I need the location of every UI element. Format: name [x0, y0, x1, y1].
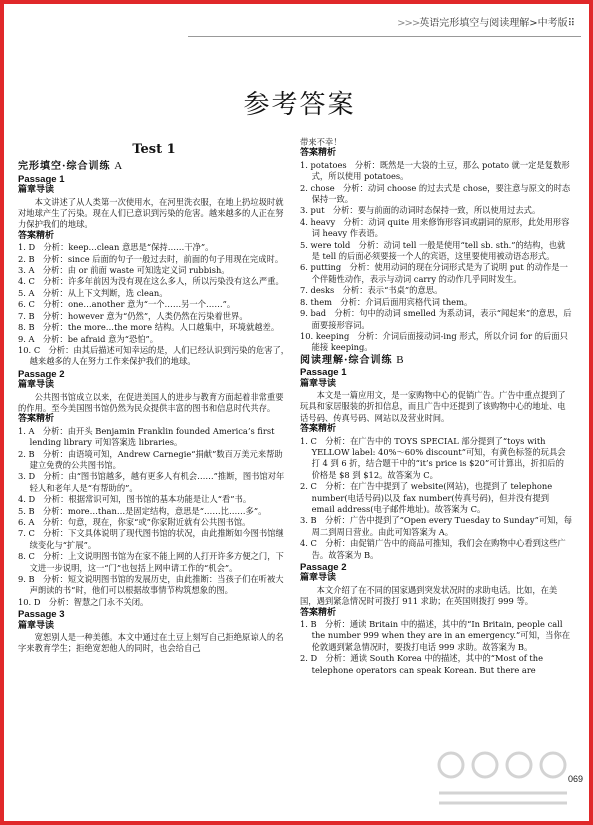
- answer-item: 8. C 分析：上文说明图书馆为在家不能上网的人打开许多方便之门，下文进一步说明，这一“门”也包括上网申请工作的“机会”。: [18, 551, 284, 573]
- passage-heading: Passage 2: [300, 562, 347, 574]
- subheading: 答案精析: [18, 230, 55, 241]
- passage-heading: Passage 1: [300, 367, 347, 379]
- header-arrows: >>>: [397, 18, 420, 29]
- page-title: 参考答案: [243, 90, 356, 120]
- answer-item: 7. desks 分析：表示“书桌”的意思。: [300, 285, 443, 296]
- answer-item: 3. D 分析：由“图书馆越多，越有更多人有机会……”推断，图书馆对年轻人和老年人是“有帮助的”。: [18, 471, 285, 493]
- page-content: [18, 12, 584, 819]
- answer-item: 2. B 分析：since 后面的句子一般过去时，前面的句子用现在完成时。: [18, 253, 284, 264]
- subheading: 篇章导读: [300, 573, 337, 584]
- section-heading: [300, 355, 572, 366]
- answer-item: 7. C 分析：下文具体说明了现代图书馆的状况，由此推断如今图书馆继续变化与“扩展”。: [18, 528, 284, 550]
- answer-item: 4. C 分析：由促销广告中的商品可推知，我们会在购物中心看到这些广告。故答案为 B。: [300, 538, 566, 560]
- subheading: 答案精析: [18, 414, 55, 425]
- answer-item: 4. heavy 分析：动词 quite 用来修饰形容词或副词的原形，此处用形容词 heavy 作表语。: [300, 216, 570, 239]
- passage-heading: Passage 1: [18, 173, 65, 185]
- header-grid-icon: ⠿: [567, 18, 575, 29]
- answer-item: 1. A 分析：由开头 Benjamin Franklin founded America’s first lending library 可知答案选 libraries。: [18, 425, 275, 448]
- answer-item: 6. putting 分析：使用动词的现在分词形式是为了说明 put 的动作是一个伴随性动作，表示与动词 carry 的动作几乎同时发生。: [300, 262, 568, 284]
- answer-item: 10. keeping 分析：介词后面接动词-ing 形式，所以介词 for 的后面只能接 keeping。: [300, 330, 568, 353]
- answer-item: 1. C 分析：在广告中的 TOYS SPECIAL 部分提到了“toys with YELLOW label: 40%～60% discount”可知，有黄色标签的玩具会打 4 到 6 折，结合题干中的“it’s price is $20”可计算出，折扣后的价格是 $8 到 $12。故答案为 C。: [300, 435, 566, 480]
- page-number: 069: [568, 774, 584, 784]
- paragraph: 公共图书馆成立以来，在促进美国人的进步与教育方面起着非常重要的作用。至今美国图书馆仍然为民众提供丰富的图书和信息时代共存。: [18, 391, 284, 413]
- subheading: 篇章导读: [18, 380, 55, 391]
- answer-item: 4. C 分析：许多年前因为没有现在这么多人，所以污染没有这么严重。: [18, 276, 284, 287]
- section-heading-text: 阅读理解·综合训练: [300, 354, 393, 366]
- subheading: 答案精析: [300, 607, 337, 618]
- answer-item: 10. C 分析：由其后描述可知幸运的是，人们已经认识到污染的危害了，越来越多的人在努力工作来保护我们的地球。: [18, 344, 290, 367]
- answer-item: 9. A 分析：be afraid 意为“恐怕”。: [18, 333, 159, 344]
- watermark-logo: [433, 747, 573, 809]
- header-rule: [188, 36, 581, 37]
- section-heading-letter: A: [110, 160, 124, 173]
- answer-item: 5. were told 分析：动词 tell 一般是使用“tell sb. sth.”的结构，也就是 tell 的后面必须要接一个人的宾语，这里要使用被动语态形式。: [300, 239, 566, 262]
- answer-item: 9. B 分析：短文说明图书馆的发展历史，由此推断：当孩子们在听被大声朗读的书“时，他们可以根据故事情节构筑想象的图。: [18, 574, 284, 596]
- passage-heading: Passage 2: [18, 368, 65, 380]
- answer-item: 7. B 分析：however 意为“仍然”，人类仍然在污染着世界。: [18, 310, 248, 321]
- answer-item: 2. B 分析：由语境可知，Andrew Carnegie“捐献”数百万美元来帮助建立免费的公共图书馆。: [18, 448, 283, 470]
- section-heading-letter: B: [392, 353, 405, 366]
- answer-item: 2. D 分析：通读 South Korea 中的描述，其中的“Most of the telephone operators can speak Korean. But there are: [300, 653, 544, 675]
- paragraph: 宽恕别人是一种美德。本文中通过在土豆上刻写自己拒绝原谅人的名字来教育学生；拒绝宽恕他人的同时，也会给自己: [18, 632, 284, 654]
- paragraph: 本文介绍了在不同的国家遇到突发状况时的求助电话。比如，在美国，遇到紧急情况时可拨打 911 求助；在英国则拨打 999 等。: [300, 584, 558, 607]
- answer-item: 8. them 分析：介词后面用宾格代词 them。: [300, 296, 473, 307]
- header-book-title: 英语完形填空与阅读理解: [419, 18, 530, 29]
- paragraph: 本文讲述了从人类第一次使用水，在河里洗衣服，在地上扔垃圾时就对地球产生了污染。现在人们已意识到污染的危害。越来越多的人正在努力保护我们的地球。: [18, 196, 284, 230]
- answer-item: 2. chose 分析：动词 choose 的过去式是 chose，要注意与原文的时态保持一致。: [300, 182, 571, 205]
- left-column: [18, 140, 290, 655]
- answer-item: 5. A 分析：从上下文判断，选 clean。: [18, 287, 168, 298]
- answer-item: 9. bad 分析：句中的动词 smelled 为系动词，表示“闻起来”的意思，后面要接形容词。: [300, 308, 572, 330]
- passage-heading: Passage 3: [18, 609, 65, 621]
- answer-item: 10. D 分析：智慧之门永不关闭。: [18, 596, 149, 607]
- running-header: [397, 14, 575, 29]
- test-heading: Test 1: [132, 142, 176, 157]
- answer-item: 8. B 分析：the more…the more 结构。人口越集中，环境就越差。: [18, 322, 280, 333]
- header-edition: 中考版: [537, 18, 568, 29]
- answer-item: 4. D 分析：根据常识可知，图书馆的基本功能是让人“看”书。: [18, 494, 252, 505]
- answer-item: 1. potatoes 分析：既然是一大袋的土豆，那么 potato 就一定是复数形式，所以使用 potatoes。: [300, 159, 570, 182]
- answer-item: 5. B 分析：more…than…是固定结构，意思是“……比……多”。: [18, 505, 267, 516]
- subheading: 答案精析: [300, 424, 337, 435]
- answer-item: 6. A 分析：句意，现在，你家“或”你家附近就有公共图书馆。: [18, 517, 251, 527]
- answer-item: 1. B 分析：通读 Britain 中的描述，其中的“In Britain, people call the number 999 when they are in an emergency.”可知，当你在伦敦遇到紧急情况时，要拨打电话 999 求助。故答案为 B。: [300, 619, 571, 652]
- subheading: 篇章导读: [18, 185, 55, 196]
- answer-item: 3. B 分析：广告中提到了“Open every Tuesday to Sunday”可知，每周二到周日营业。由此可知答案为 A。: [300, 515, 573, 537]
- answer-item: 3. put 分析：要与前面的动词时态保持一致，所以使用过去式。: [300, 205, 541, 216]
- answer-item: 2. C 分析：在广告中提到了 website(网站)，也提到了 telephone number(电话号码)以及 fax number(传真号码)，但并没有提到 email address(电子邮件地址)。故答案为 C。: [300, 481, 553, 514]
- right-column: [300, 137, 572, 676]
- section-heading-text: 完形填空·综合训练: [18, 161, 111, 173]
- section-heading: [18, 161, 290, 172]
- subheading: 篇章导读: [18, 620, 55, 631]
- subheading: 答案精析: [300, 148, 337, 159]
- answer-item: 1. D 分析：keep…clean 意思是“保持……干净”。: [18, 242, 214, 253]
- header-separator-arrow: >: [529, 18, 538, 29]
- subheading: 篇章导读: [300, 378, 337, 389]
- paragraph: 本文是一篇应用文，是一家购物中心的促销广告。广告中重点提到了玩具和家居服装的折扣信息，而且广告中还提到了该购物中心的地址、电话号码、传真号码、网站以及营业时间。: [300, 389, 566, 423]
- answer-item: 6. C 分析：one…another 意为“一个……另一个……”。: [18, 299, 236, 310]
- answer-item: 3. A 分析：由 or 前面 waste 可知选定义词 rubbish。: [18, 265, 230, 276]
- paragraph-continuation: 带来不幸！: [300, 137, 342, 147]
